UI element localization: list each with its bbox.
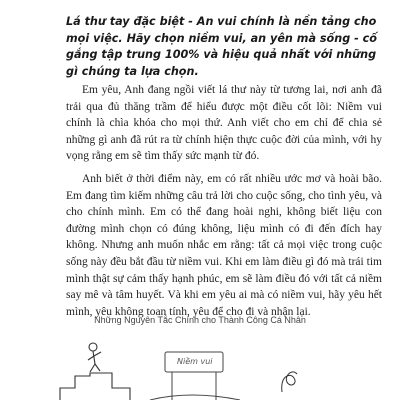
stairs-icon	[60, 373, 130, 400]
body-paragraph: Anh biết ở thời điểm này, em có rất nhiều ước mơ và hoài bão. Em đang tìm kiếm những câu trả lời cho cuộc sống, cho tình yêu, và cho chính mình. Em có thể đang hoài nghi, không biết liệu con đường mình chọn có đúng không, liệu mình có đi đến đích hay không. Nhưng anh muốn nhắc em rằng: tất cả mọi việc trong cuộc sống này đều bắt đầu từ niềm vui. Khi em làm điều gì đó mà trái tim mình thật sự cảm thấy hạnh phúc, em sẽ làm điều đó với tất cả niềm say mê và tâm huyết. Và khi em yêu ai mà có niềm vui, hãy yêu hết mình, yêu không toan tính, yêu để cho đi và nhận lại.	[66, 173, 382, 318]
sign-text: Niềm vui	[177, 357, 213, 366]
body-paragraph: Em yêu, Anh đang ngồi viết lá thư này từ tương lai, nơi anh đã trải qua đủ thăng trầm để hiểu được một điều cốt lõi: Niềm vui chính là chìa khóa cho mọi thứ. Anh viết cho em chỉ để chia sẻ những gì anh đã rút ra từ chính hiện thực cuộc đời của mình, với hy vọng rằng em sẽ tìm thấy sức mạnh từ đó.	[66, 84, 382, 163]
stick-figure-icon	[88, 343, 101, 372]
intro-heading: Lá thư tay đặc biệt - An vui chính là nền tảng cho mọi việc. Hãy chọn niềm vui, an yên mà sống - cố gắng tập trung 100% và hiệu quả nhất với những gì chúng ta lựa chọn.	[66, 15, 377, 78]
footer-caption: Những Nguyên Tắc Chính cho Thành Công Cá Nhân	[94, 315, 306, 325]
swirl-icon	[282, 372, 297, 392]
